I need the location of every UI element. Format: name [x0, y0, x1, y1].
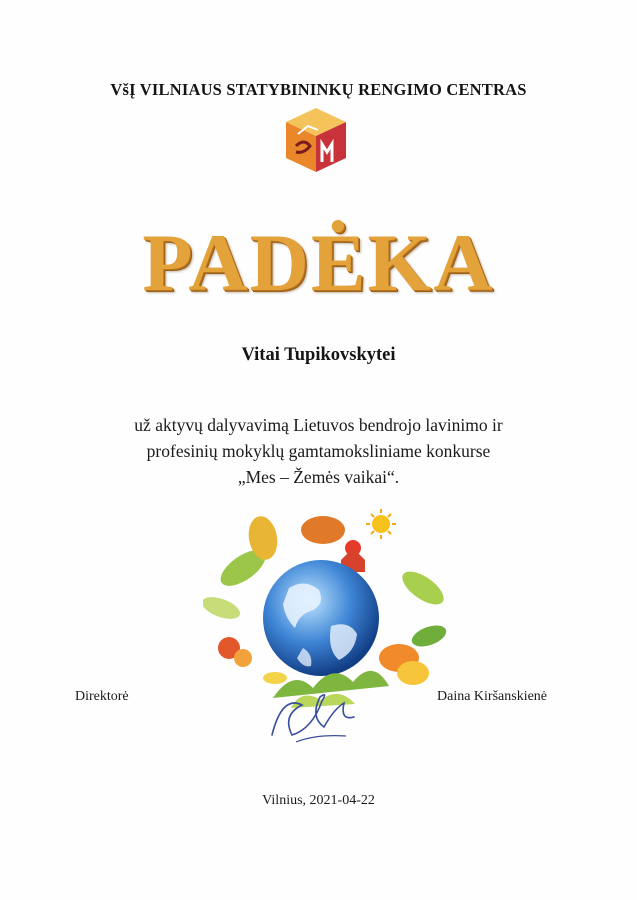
vsrc-cube-logo-icon	[284, 106, 348, 174]
signatory-role: Direktorė	[75, 689, 129, 704]
organization-name: VšĮ VILNIAUS STATYBININKŲ RENGIMO CENTRAS	[110, 80, 527, 99]
place-and-date: Vilnius, 2021-04-22	[262, 793, 375, 808]
handwritten-signature	[252, 680, 372, 750]
recipient-name: Vitai Tupikovskytei	[241, 345, 396, 365]
signatory-name: Daina Kiršanskienė	[437, 689, 548, 704]
reason-line: už aktyvų dalyvavimą Lietuvos bendrojo lavinimo ir	[134, 415, 503, 435]
reason-line: profesinių mokyklų gamtamoksliniame konkurse	[146, 441, 491, 461]
reason-line: „Mes – Žemės vaikai“.	[237, 467, 400, 487]
award-reason	[0, 412, 637, 490]
certificate-title: PADĖKA	[142, 217, 495, 308]
